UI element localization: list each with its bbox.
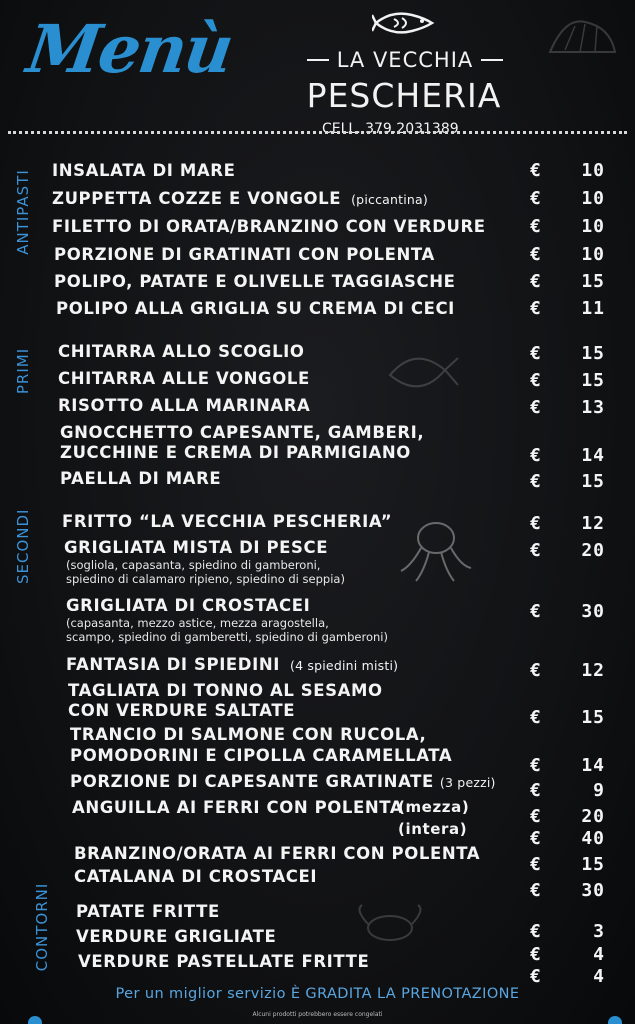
price-value: 15 <box>581 854 605 875</box>
item-name: PAELLA DI MARE <box>60 469 222 488</box>
item-name: POLIPO, PATATE E OLIVELLE TAGGIASCHE <box>54 272 456 291</box>
price-value: 14 <box>581 755 605 776</box>
brand-rule-left <box>307 59 329 61</box>
section-secondi: SECONDI <box>14 508 32 584</box>
option-label: (intera) <box>398 820 468 838</box>
item-name: ANGUILLA AI FERRI CON POLENTA <box>72 798 404 817</box>
price-value: 12 <box>581 660 605 681</box>
menu-item <box>56 299 455 318</box>
option-label: (mezza) <box>398 798 470 816</box>
item-name: VERDURE PASTELLATE FRITTE <box>78 952 370 971</box>
item-note: (3 pezzi) <box>439 775 496 790</box>
item-name: VERDURE GRIGLIATE <box>76 927 277 946</box>
price-value: 4 <box>593 944 605 965</box>
price-value: 30 <box>581 880 605 901</box>
euro-sign: € <box>530 397 541 418</box>
euro-sign: € <box>530 854 541 875</box>
euro-sign: € <box>530 471 541 492</box>
item-name: FILETTO DI ORATA/BRANZINO CON VERDURE <box>52 217 486 236</box>
phone-number: CELL. 379.2031389 <box>322 121 459 137</box>
price-value: 15 <box>581 707 605 728</box>
euro-sign: € <box>530 828 541 849</box>
price-value: 14 <box>581 445 605 466</box>
item-name: GRIGLIATA DI CROSTACEI <box>66 596 311 615</box>
crab-sketch-icon <box>350 900 430 950</box>
corner-dot-right <box>608 1016 622 1024</box>
price-value: 10 <box>581 244 605 265</box>
item-name: CHITARRA ALLE VONGOLE <box>58 369 310 388</box>
euro-sign: € <box>530 513 541 534</box>
price-value: 15 <box>581 471 605 492</box>
item-name: RISOTTO ALLA MARINARA <box>58 396 311 415</box>
brand-name-line1 <box>300 48 510 72</box>
item-name-cont: CON VERDURE SALTATE <box>68 701 296 720</box>
menu-item <box>58 369 310 388</box>
item-option-half <box>398 798 469 816</box>
price-value: 30 <box>581 601 605 622</box>
menu-item <box>60 423 424 442</box>
menu-item <box>64 538 328 557</box>
price-value: 15 <box>581 370 605 391</box>
menu-item <box>66 655 398 674</box>
euro-sign: € <box>530 921 541 942</box>
price-value: 4 <box>593 966 605 987</box>
menu-item <box>70 725 426 744</box>
item-name: PATATE FRITTE <box>76 902 220 921</box>
item-name: TRANCIO DI SALMONE CON RUCOLA, <box>70 725 427 744</box>
item-name: ZUPPETTA COZZE E VONGOLE <box>52 189 342 208</box>
menu-item-line2 <box>70 746 452 765</box>
price-value: 10 <box>581 160 605 181</box>
shell-sketch-icon <box>545 12 620 62</box>
euro-sign: € <box>530 216 541 237</box>
menu-item <box>58 396 310 415</box>
item-note: (piccantina) <box>351 192 428 207</box>
item-name: INSALATA DI MARE <box>52 161 236 180</box>
item-detail: spiedino di calamaro ripieno, spiedino di seppia) <box>66 572 345 586</box>
brand-rule-right <box>481 59 503 61</box>
euro-sign: € <box>530 780 541 801</box>
brand-line1-text: LA VECCHIA <box>336 48 474 72</box>
euro-sign: € <box>530 445 541 466</box>
item-name: BRANZINO/ORATA AI FERRI CON POLENTA <box>74 844 481 863</box>
price-value: 13 <box>581 397 605 418</box>
euro-sign: € <box>530 271 541 292</box>
price-value: 15 <box>581 271 605 292</box>
item-name: CATALANA DI CROSTACEI <box>74 867 318 886</box>
menu-item <box>78 952 369 971</box>
price-value: 15 <box>581 343 605 364</box>
item-name: GNOCCHETTO CAPESANTE, GAMBERI, <box>60 423 425 442</box>
euro-sign: € <box>530 160 541 181</box>
dotted-divider <box>8 131 627 134</box>
price-value: 20 <box>581 806 605 827</box>
euro-sign: € <box>530 755 541 776</box>
item-name: CHITARRA ALLO SCOGLIO <box>58 342 305 361</box>
menu-item <box>54 272 456 291</box>
euro-sign: € <box>530 244 541 265</box>
euro-sign: € <box>530 188 541 209</box>
menu-item <box>74 844 480 863</box>
item-name: PORZIONE DI GRATINATI CON POLENTA <box>54 245 435 264</box>
item-name-cont: ZUCCHINE E CREMA DI PARMIGIANO <box>60 443 411 462</box>
menu-item <box>68 681 383 700</box>
item-name: TAGLIATA DI TONNO AL SESAMO <box>68 681 383 700</box>
menu-item <box>60 469 221 488</box>
item-note: (4 spiedini misti) <box>290 658 399 673</box>
menu-item-line2 <box>60 443 411 462</box>
menu-item <box>54 245 435 264</box>
euro-sign: € <box>530 370 541 391</box>
fine-print: Alcuni prodotti potrebbero essere congelati <box>252 1011 383 1018</box>
item-name: POLIPO ALLA GRIGLIA SU CREMA DI CECI <box>56 299 455 318</box>
menu-item-line2 <box>68 701 295 720</box>
price-value: 3 <box>593 921 605 942</box>
euro-sign: € <box>530 540 541 561</box>
corner-dot-left <box>28 1016 42 1024</box>
item-option-whole <box>398 820 467 838</box>
section-antipasti: ANTIPASTI <box>14 169 32 255</box>
section-contorni: CONTORNI <box>33 882 51 972</box>
price-value: 11 <box>581 298 605 319</box>
menu-item <box>76 927 276 946</box>
price-value: 10 <box>581 216 605 237</box>
euro-sign: € <box>530 944 541 965</box>
fish-sketch-icon <box>380 340 460 410</box>
euro-sign: € <box>530 660 541 681</box>
euro-sign: € <box>530 880 541 901</box>
item-detail: (capasanta, mezzo astice, mezza aragostella, <box>66 616 329 630</box>
menu-item <box>72 798 403 817</box>
price-value: 40 <box>581 828 605 849</box>
item-name: FRITTO “LA VECCHIA PESCHERIA” <box>62 512 393 531</box>
price-value: 12 <box>581 513 605 534</box>
euro-sign: € <box>530 966 541 987</box>
brand-name-line2: PESCHERIA <box>306 76 502 115</box>
menu-item <box>70 772 496 791</box>
item-detail: scampo, spiedino di gamberetti, spiedino di gamberoni) <box>66 630 388 644</box>
item-name: PORZIONE DI CAPESANTE GRATINATE <box>70 772 434 791</box>
fish-logo-icon <box>372 6 436 40</box>
menu-item <box>74 867 317 886</box>
euro-sign: € <box>530 707 541 728</box>
menu-item <box>62 512 392 531</box>
euro-sign: € <box>530 601 541 622</box>
euro-sign: € <box>530 298 541 319</box>
reservation-note: Per un miglior servizio È GRADITA LA PRENOTAZIONE <box>115 986 520 1002</box>
menu-item <box>66 596 310 615</box>
menu-item <box>76 902 220 921</box>
euro-sign: € <box>530 806 541 827</box>
menu-item <box>52 217 486 236</box>
price-value: 20 <box>581 540 605 561</box>
item-name: FANTASIA DI SPIEDINI <box>66 655 280 674</box>
euro-sign: € <box>530 343 541 364</box>
menu-item <box>58 342 305 361</box>
item-name-cont: POMODORINI E CIPOLLA CARAMELLATA <box>70 746 453 765</box>
price-value: 10 <box>581 188 605 209</box>
menu-item <box>52 161 235 180</box>
menu-title: Menù <box>22 10 237 88</box>
octopus-sketch-icon <box>396 516 476 586</box>
item-name: GRIGLIATA MISTA DI PESCE <box>64 538 329 557</box>
menu-item <box>52 189 428 208</box>
section-primi: PRIMI <box>14 347 32 395</box>
item-detail: (sogliola, capasanta, spiedino di gamberoni, <box>66 558 321 572</box>
price-value: 9 <box>593 780 605 801</box>
